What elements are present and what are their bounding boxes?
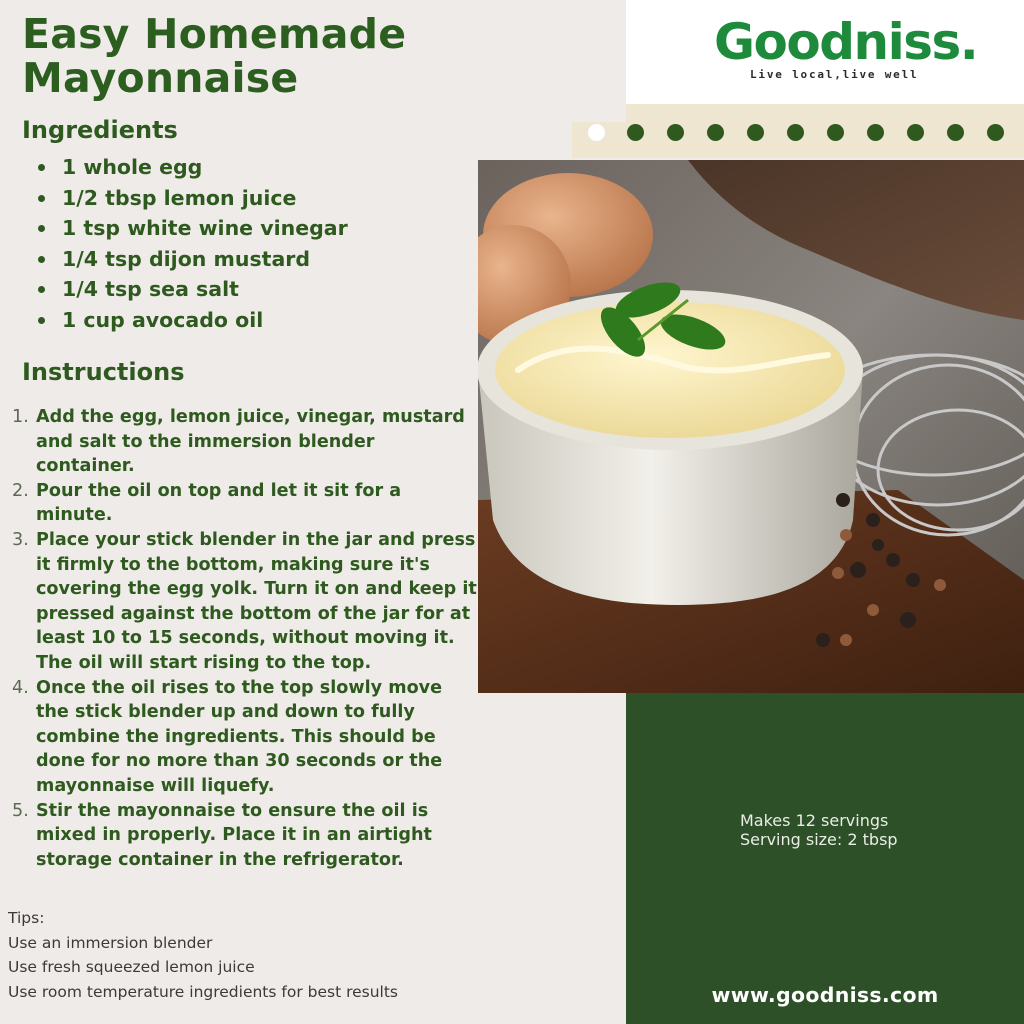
ingredient-item: 1 cup avocado oil: [36, 305, 476, 336]
ticket-notch: [572, 104, 626, 122]
step-number: 4.: [12, 677, 29, 698]
logo-box: [626, 0, 1024, 104]
brand-logo: Goodniss.: [714, 13, 978, 71]
ticket-dot-icon: [667, 124, 684, 141]
ticket-dot-icon: [907, 124, 924, 141]
step-text: Once the oil rises to the top slowly move the stick blender up and down to fully combine the ingredients. This should be done for no more than 30 seconds or the mayonnaise will liquefy.: [36, 677, 443, 796]
servings-info: [740, 811, 898, 849]
servings-panel: [626, 693, 1024, 1024]
ingredients-list: [36, 152, 476, 335]
instruction-step: [12, 528, 477, 676]
ingredient-item: 1 whole egg: [36, 152, 476, 183]
ingredient-item: 1/4 tsp dijon mustard: [36, 244, 476, 275]
instruction-step: [12, 676, 477, 799]
step-text: Add the egg, lemon juice, vinegar, mustard and salt to the immersion blender container.: [36, 407, 465, 477]
step-number: 1.: [12, 407, 29, 427]
serving-size: Serving size: 2 tbsp: [740, 830, 898, 849]
tips-section: [8, 906, 568, 1004]
ticket-dot-icon: [947, 124, 964, 141]
step-text: Pour the oil on top and let it sit for a minute.: [36, 480, 402, 526]
tip-item: Use fresh squeezed lemon juice: [8, 958, 255, 977]
mayonnaise-bowl-photo: [478, 160, 1024, 693]
ingredient-item: 1/4 tsp sea salt: [36, 274, 476, 305]
ticket-dot-icon: [627, 124, 644, 141]
website-link[interactable]: www.goodniss.com: [711, 983, 939, 1007]
step-number: 3.: [12, 529, 29, 550]
ticket-dot-icon: [987, 124, 1004, 141]
tips-heading: Tips:: [8, 909, 45, 927]
servings-count: Makes 12 servings: [740, 811, 889, 830]
ingredient-item: 1/2 tbsp lemon juice: [36, 183, 476, 214]
instruction-step: [12, 799, 477, 873]
ticket-hole-icon: [588, 124, 605, 141]
instructions-list: [12, 405, 477, 872]
tip-item: Use room temperature ingredients for best results: [8, 982, 399, 1001]
step-number: 2.: [12, 480, 29, 501]
ingredient-item: 1 tsp white wine vinegar: [36, 213, 476, 244]
ticket-dot-icon: [827, 124, 844, 141]
ticket-dot-icon: [707, 124, 724, 141]
step-text: Stir the mayonnaise to ensure the oil is mixed in properly. Place it in an airtight storage container in the refrigerator.: [36, 800, 432, 870]
step-number: 5.: [12, 800, 29, 821]
instruction-step: [12, 479, 477, 528]
step-text: Place your stick blender in the jar and press it firmly to the bottom, making sure it's covering the egg yolk. Turn it on and keep it pressed against the bottom of the jar for at least 10 to 15 seconds, without moving it. The oil will start rising to the top.: [36, 529, 477, 673]
brand-tagline: Live local,live well: [750, 68, 919, 81]
ticket-dot-icon: [747, 124, 764, 141]
tip-item: Use an immersion blender: [8, 933, 213, 952]
ticket-dot-icon: [867, 124, 884, 141]
ingredients-heading: Ingredients: [22, 116, 178, 144]
recipe-title: Easy Homemade Mayonnaise: [22, 10, 407, 102]
ticket-dot-icon: [787, 124, 804, 141]
instructions-heading: Instructions: [22, 358, 185, 386]
instruction-step: [12, 405, 477, 479]
